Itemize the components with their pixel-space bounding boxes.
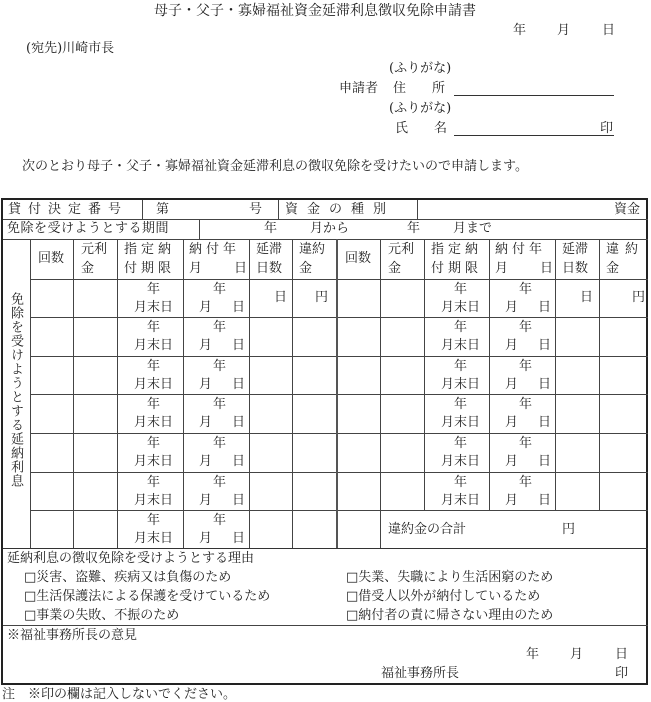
reason-checkbox[interactable]: □借受人以外が納付しているため: [346, 589, 541, 604]
paid-date-day: 日: [232, 454, 246, 469]
paid-date-year: 年: [213, 436, 227, 451]
paid-date-month: 月: [505, 454, 519, 469]
furigana-label-name: (ふりがな): [389, 101, 452, 116]
col-header-paid-date: 日: [234, 261, 248, 276]
due-date-year: 年: [147, 320, 161, 335]
col-header-penalty: 違約: [299, 242, 326, 257]
penalty-total-yen: 円: [562, 522, 576, 537]
col-header-paid-date: 納付年: [495, 242, 547, 257]
col-divider: [489, 239, 490, 510]
paid-date-day: 日: [232, 377, 246, 392]
due-date-year: 年: [454, 282, 468, 297]
col-divider: [73, 239, 74, 548]
col-divider: [117, 239, 118, 548]
col-header-due-date: 指定納: [124, 242, 176, 257]
col-header-delay-days: 延滞: [256, 242, 283, 257]
due-date-year: 年: [147, 475, 161, 490]
due-date-month-end: 月末日: [441, 493, 481, 508]
row-divider: [3, 239, 648, 240]
due-date-month-end: 月末日: [134, 454, 174, 469]
paid-date-month: 月: [199, 493, 213, 508]
col-header-principal: 元利: [81, 242, 108, 257]
paid-date-month: 月: [199, 415, 213, 430]
col-divider: [249, 239, 250, 548]
period-from-year: 年: [264, 221, 278, 236]
col-divider: [292, 239, 293, 548]
col-header-count: 回数: [345, 251, 372, 266]
row-divider: [3, 548, 648, 549]
paid-date-day: 日: [538, 493, 552, 508]
welfare-director-label: 福祉事務所長: [381, 666, 460, 681]
paid-date-year: 年: [519, 320, 533, 335]
due-date-year: 年: [147, 436, 161, 451]
paid-date-day: 日: [538, 338, 552, 353]
col-header-delay-days: 日数: [256, 261, 283, 276]
penalty-yen-unit: 円: [315, 290, 329, 305]
paid-date-year: 年: [519, 282, 533, 297]
furigana-label-address: (ふりがな): [389, 61, 452, 76]
due-date-year: 年: [147, 359, 161, 374]
applicant-label: 申請者: [339, 81, 379, 96]
paid-date-year: 年: [213, 513, 227, 528]
loan-number-field[interactable]: [175, 203, 245, 216]
col-header-principal: 金: [388, 261, 402, 276]
paid-date-month: 月: [505, 300, 519, 315]
col-header-principal: 金: [81, 261, 95, 276]
exemption-interest-side-label: 免除を受けようとする延納利息: [8, 292, 23, 488]
fund-suffix: 資金: [614, 202, 641, 217]
paid-date-day: 日: [232, 300, 246, 315]
due-date-year: 年: [147, 513, 161, 528]
paid-date-year: 年: [213, 397, 227, 412]
fund-type-label: 資金の種別: [285, 202, 396, 217]
application-statement: 次のとおり母子・父子・寡婦福祉資金延滞利息の徴収免除を受けたいので申請します。: [22, 159, 528, 174]
document-title: 母子・父子・寡婦福祉資金延滞利息徴収免除申請書: [154, 3, 476, 19]
paid-date-year: 年: [213, 359, 227, 374]
addressee: (宛先)川崎市長: [26, 41, 115, 56]
paid-date-month: 月: [505, 338, 519, 353]
col-header-paid-date: 日: [540, 261, 554, 276]
paid-date-year: 年: [519, 359, 533, 374]
address-field[interactable]: [454, 95, 614, 96]
col-divider: [599, 239, 600, 510]
col-header-paid-date: 月: [189, 261, 203, 276]
paid-date-day: 日: [232, 338, 246, 353]
paid-date-month: 月: [199, 454, 213, 469]
due-date-month-end: 月末日: [134, 493, 174, 508]
due-date-month-end: 月末日: [134, 377, 174, 392]
due-date-year: 年: [454, 397, 468, 412]
paid-date-day: 日: [538, 415, 552, 430]
paid-date-month: 月: [505, 493, 519, 508]
col-header-delay-days: 延滞: [562, 242, 589, 257]
paid-date-day: 日: [232, 493, 246, 508]
due-date-year: 年: [454, 359, 468, 374]
seal-mark: 印: [600, 121, 614, 136]
col-header-due-date: 指定納: [431, 242, 483, 257]
delay-days-unit: 日: [274, 290, 288, 305]
reason-checkbox[interactable]: □生活保護法による保護を受けているため: [24, 589, 271, 604]
col-header-paid-date: 月: [495, 261, 509, 276]
col-divider: [183, 239, 184, 548]
paid-date-year: 年: [519, 475, 533, 490]
paid-date-year: 年: [213, 475, 227, 490]
row-divider: [30, 510, 648, 511]
penalty-yen-unit: 円: [632, 290, 646, 305]
paid-date-year: 年: [519, 397, 533, 412]
col-header-due-date: 付期限: [431, 261, 483, 276]
reason-checkbox[interactable]: □納付者の責に帰さない理由のため: [346, 608, 554, 623]
reasons-heading: 延納利息の徴収免除を受けようとする理由: [7, 551, 255, 566]
opinion-date-day: 日: [615, 647, 629, 662]
period-from-month: 月から: [310, 221, 350, 236]
due-date-month-end: 月末日: [441, 415, 481, 430]
period-to-year: 年: [407, 221, 421, 236]
penalty-total-label: 違約金の合計: [388, 522, 467, 537]
paid-date-month: 月: [505, 415, 519, 430]
date-year: 年: [513, 23, 527, 38]
due-date-month-end: 月末日: [441, 454, 481, 469]
col-header-paid-date: 納付年: [189, 242, 241, 257]
due-date-year: 年: [454, 320, 468, 335]
col-header-count: 回数: [38, 251, 65, 266]
paid-date-day: 日: [232, 531, 246, 546]
col-header-penalty: 違約: [606, 242, 645, 257]
exemption-period-label: 免除を受けようとする期間: [7, 221, 170, 236]
col-divider: [380, 239, 381, 548]
col-divider: [424, 239, 425, 510]
paid-date-month: 月: [505, 377, 519, 392]
due-date-month-end: 月末日: [441, 300, 481, 315]
col-divider: [199, 219, 200, 239]
paid-date-year: 年: [213, 282, 227, 297]
due-date-year: 年: [147, 282, 161, 297]
due-date-month-end: 月末日: [441, 377, 481, 392]
paid-date-year: 年: [213, 320, 227, 335]
paid-date-month: 月: [199, 531, 213, 546]
paid-date-day: 日: [232, 415, 246, 430]
name-field[interactable]: [454, 135, 614, 136]
col-header-penalty: 金: [606, 261, 620, 276]
fund-type-field[interactable]: [425, 203, 605, 216]
address-label: 住 所: [393, 81, 446, 96]
opinion-date-month: 月: [570, 647, 584, 662]
paid-date-month: 月: [199, 300, 213, 315]
delay-days-unit: 日: [580, 290, 594, 305]
due-date-month-end: 月末日: [134, 300, 174, 315]
paid-date-month: 月: [199, 377, 213, 392]
due-date-month-end: 月末日: [134, 531, 174, 546]
due-date-month-end: 月末日: [441, 338, 481, 353]
director-seal: 印: [615, 666, 629, 681]
paid-date-day: 日: [538, 300, 552, 315]
paid-date-day: 日: [538, 454, 552, 469]
loan-number-prefix: 第: [156, 202, 170, 217]
col-header-due-date: 付期限: [124, 261, 176, 276]
col-divider: [142, 200, 143, 219]
col-header-principal: 元利: [388, 242, 415, 257]
col-divider: [278, 200, 279, 219]
row-divider: [3, 219, 648, 220]
due-date-year: 年: [454, 436, 468, 451]
reason-checkbox[interactable]: □事業の失敗、不振のため: [24, 608, 180, 623]
loan-decision-label: 貸付決定番号: [8, 202, 129, 217]
col-divider: [336, 239, 338, 548]
reason-checkbox[interactable]: □災害、盗難、疾病又は負傷のため: [24, 570, 232, 585]
due-date-month-end: 月末日: [134, 338, 174, 353]
col-header-delay-days: 日数: [562, 261, 589, 276]
name-label: 氏 名: [395, 121, 448, 136]
footnote: 注 ※印の欄は記入しないでください。: [2, 687, 237, 702]
col-divider: [30, 239, 31, 548]
loan-number-suffix: 号: [249, 202, 263, 217]
period-to-month: 月まで: [453, 221, 493, 236]
col-divider: [417, 200, 418, 219]
paid-date-month: 月: [199, 338, 213, 353]
col-header-penalty: 金: [299, 261, 313, 276]
paid-date-day: 日: [538, 377, 552, 392]
reason-checkbox[interactable]: □失業、失職により生活困窮のため: [346, 570, 554, 585]
due-date-month-end: 月末日: [134, 415, 174, 430]
date-day: 日: [602, 23, 616, 38]
row-divider: [3, 625, 648, 626]
opinion-heading: ※福祉事務所長の意見: [7, 628, 138, 643]
due-date-year: 年: [454, 475, 468, 490]
due-date-year: 年: [147, 397, 161, 412]
col-divider: [555, 239, 556, 510]
opinion-date-year: 年: [526, 647, 540, 662]
date-month: 月: [557, 23, 571, 38]
paid-date-year: 年: [519, 436, 533, 451]
